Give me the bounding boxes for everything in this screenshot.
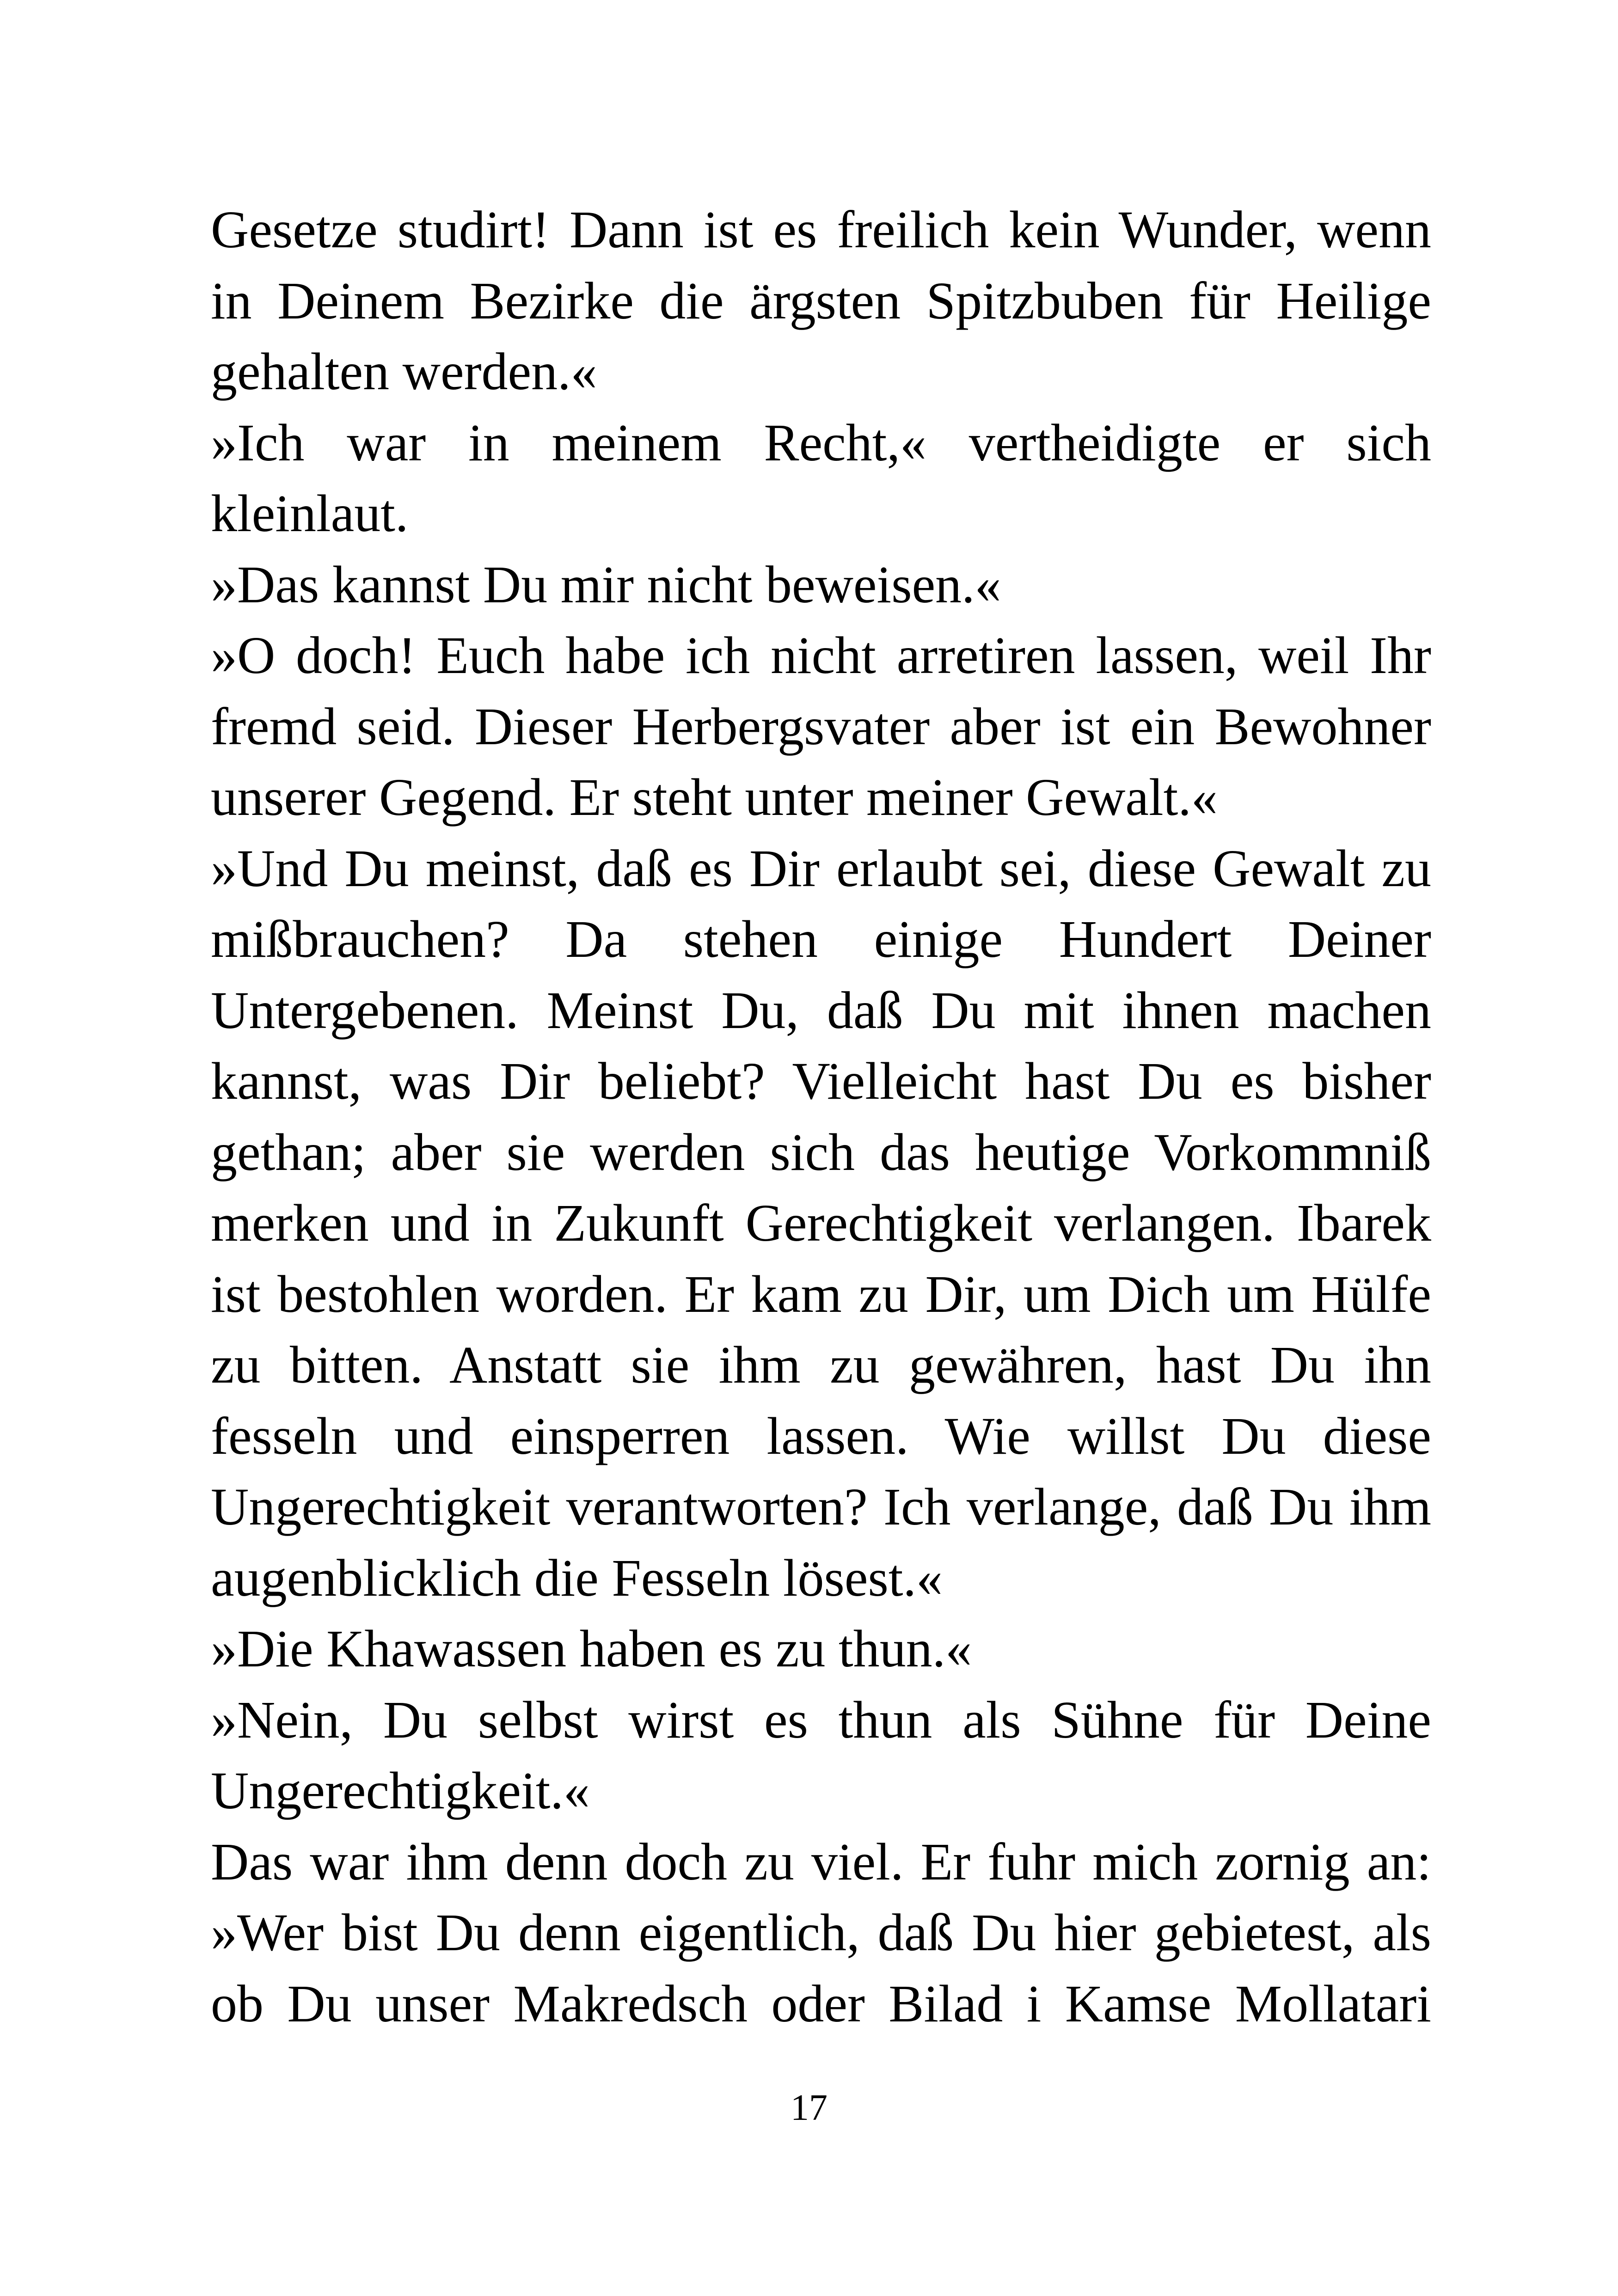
text-line: kleinlaut. — [211, 484, 409, 543]
text-line: Ungerechtigkeit.« — [211, 1761, 590, 1820]
text-line: Gesetze studirt! Dann ist es freilich kein Wunder, wenn — [211, 200, 1431, 259]
text-line: ob Du unser Makredsch oder Bilad i Kamse Mollatari — [211, 1974, 1431, 2033]
body-text — [211, 194, 1431, 2039]
text-line: Untergebenen. Meinst Du, daß Du mit ihnen machen — [211, 980, 1431, 1040]
text-line: Ungerechtigkeit verantworten? Ich verlange, daß Du ihm — [211, 1477, 1431, 1536]
text-line: unserer Gegend. Er steht unter meiner Gewalt.« — [211, 768, 1218, 827]
text-line: »Und Du meinst, daß es Dir erlaubt sei, diese Gewalt zu — [211, 839, 1431, 898]
text-line: »Wer bist Du denn eigentlich, daß Du hier gebietest, als — [211, 1903, 1431, 1962]
text-line: »O doch! Euch habe ich nicht arretiren lassen, weil Ihr — [211, 626, 1431, 685]
text-line: Das war ihm denn doch zu viel. Er fuhr mich zornig an: — [211, 1832, 1431, 1891]
text-line: augenblicklich die Fesseln lösest.« — [211, 1548, 943, 1607]
text-line: ist bestohlen worden. Er kam zu Dir, um Dich um Hülfe — [211, 1264, 1431, 1323]
text-line: »Ich war in meinem Recht,« vertheidigte er sich — [211, 413, 1431, 472]
text-line: in Deinem Bezirke die ärgsten Spitzbuben für Heilige — [211, 271, 1431, 330]
text-line: mißbrauchen? Da stehen einige Hundert Deiner — [211, 910, 1431, 968]
text-line: fremd seid. Dieser Herbergsvater aber ist ein Bewohner — [211, 697, 1431, 756]
text-line: »Die Khawassen haben es zu thun.« — [211, 1619, 972, 1678]
text-line: kannst, was Dir beliebt? Vielleicht hast Du es bisher — [211, 1052, 1431, 1110]
text-line: merken und in Zukunft Gerechtigkeit verlangen. Ibarek — [211, 1194, 1431, 1252]
text-line: »Das kannst Du mir nicht beweisen.« — [211, 555, 1001, 614]
text-line: gehalten werden.« — [211, 342, 597, 401]
text-line: »Nein, Du selbst wirst es thun als Sühne für Deine — [211, 1690, 1431, 1749]
text-line: fesseln und einsperren lassen. Wie willst Du diese — [211, 1406, 1431, 1465]
text-line: gethan; aber sie werden sich das heutige Vorkommniß — [211, 1122, 1431, 1182]
page-number: 17 — [791, 2088, 827, 2128]
text-line: zu bitten. Anstatt sie ihm zu gewähren, hast Du ihn — [211, 1335, 1431, 1394]
